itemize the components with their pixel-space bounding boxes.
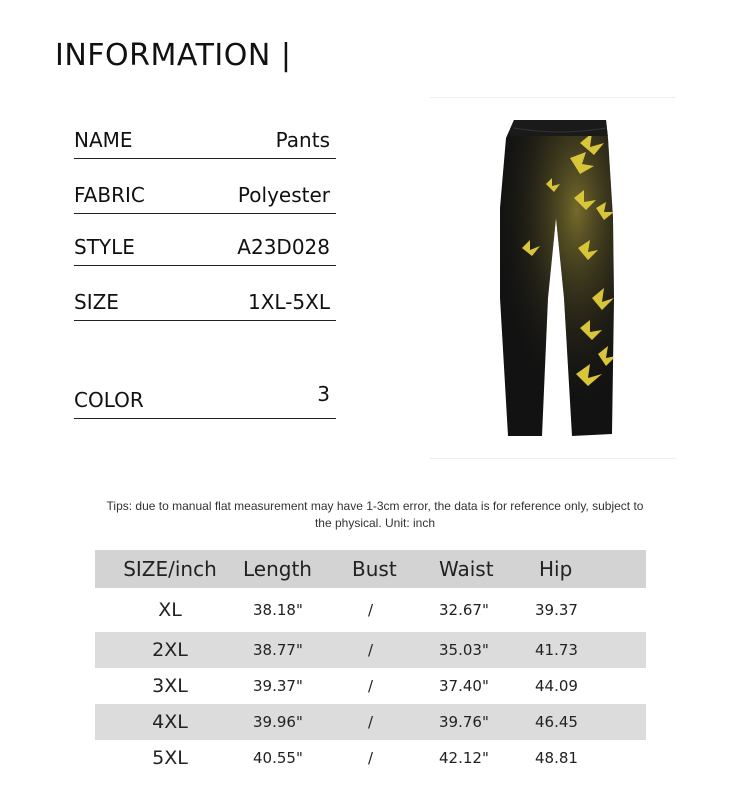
info-value: Pants [275,128,330,152]
info-label: STYLE [74,235,135,259]
info-row-fabric [74,175,336,214]
length-cell: 39.37" [253,677,303,695]
hip-cell: 44.09 [535,677,578,695]
bust-cell: / [368,641,374,659]
info-row-size [74,282,336,321]
length-cell: 39.96" [253,713,303,731]
hip-cell: 39.37 [535,601,578,619]
table-header-row [95,550,646,588]
waist-cell: 37.40" [439,677,489,695]
info-value: Polyester [237,183,330,207]
table-row [95,668,646,704]
header-cell: Length [243,557,312,581]
hip-cell: 46.45 [535,713,578,731]
header-cell: Waist [439,557,494,581]
size-cell: 2XL [152,639,188,661]
hip-cell: 48.81 [535,749,578,767]
info-row-style [74,227,336,266]
length-cell: 38.77" [253,641,303,659]
info-row-name [74,120,336,159]
waist-cell: 35.03" [439,641,489,659]
bust-cell: / [368,677,374,695]
product-image [430,97,676,459]
table-row [95,704,646,740]
bust-cell: / [368,601,374,619]
size-cell: 5XL [152,747,188,769]
info-value: A23D028 [237,235,330,259]
bust-cell: / [368,749,374,767]
header-cell: SIZE/inch [123,557,217,581]
table-row [95,632,646,668]
page-title: INFORMATION | [55,38,292,73]
pants-butterfly-print-image [430,98,676,458]
size-cell: 4XL [152,711,188,733]
table-row [95,588,646,632]
header-cell: Bust [352,557,397,581]
size-table [95,550,646,776]
info-label: COLOR [74,388,144,412]
info-label: NAME [74,128,133,152]
hip-cell: 41.73 [535,641,578,659]
size-cell: XL [158,599,182,621]
table-body [95,588,646,776]
info-label: SIZE [74,290,119,314]
measurement-tips: Tips: due to manual flat measurement may have 1-3cm error, the data is for reference only, subject to the physical. Unit: inch [106,499,644,530]
length-cell: 38.18" [253,601,303,619]
header-cell: Hip [539,557,573,581]
waist-cell: 42.12" [439,749,489,767]
info-value: 3 [317,382,330,406]
bust-cell: / [368,713,374,731]
info-row-color [74,380,336,419]
table-row [95,740,646,776]
waist-cell: 32.67" [439,601,489,619]
info-label: FABRIC [74,183,145,207]
waist-cell: 39.76" [439,713,489,731]
size-cell: 3XL [152,675,188,697]
length-cell: 40.55" [253,749,303,767]
info-value: 1XL-5XL [247,290,330,314]
